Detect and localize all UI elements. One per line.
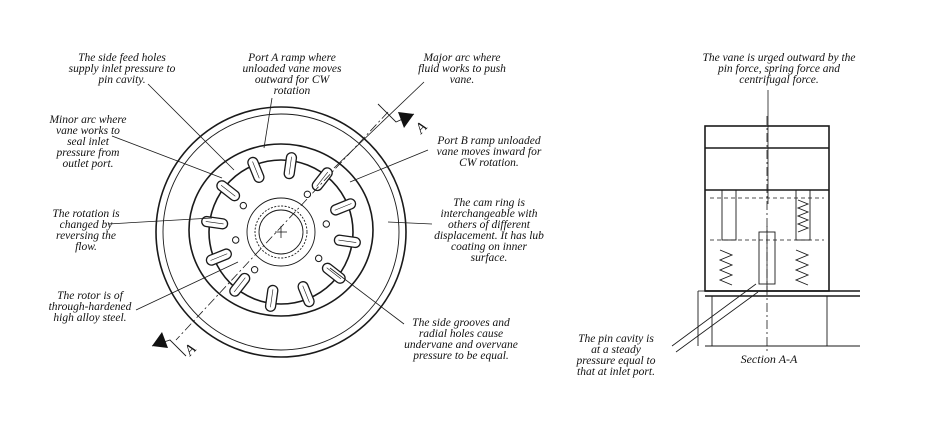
vane — [205, 248, 233, 267]
section-mark-top: A — [412, 119, 431, 138]
label-port-a-ramp: Port A ramp where unloaded vane moves outward for CW rotation — [242, 52, 342, 97]
radial-hole — [315, 255, 321, 261]
label-pin-cavity: The pin cavity is at a steady pressure equal to that at inlet port. — [576, 333, 656, 378]
rotor — [209, 160, 353, 304]
vane — [329, 197, 357, 216]
vane — [334, 235, 361, 249]
label-vane-urged: The vane is urged outward by the pin force, spring force and centrifugal force. — [702, 52, 856, 86]
radial-hole — [323, 221, 329, 227]
label-port-b-ramp: Port B ramp unloaded vane moves inward for CW rotation. — [436, 135, 542, 169]
label-cam-ring: The cam ring is interchangeable with others of different displacement. It has lub coating on inner surface. — [434, 197, 544, 264]
label-minor-arc: Minor arc where vane works to seal inlet pressure from outlet port. — [49, 114, 127, 170]
label-rotation: The rotation is changed by reversing the flow. — [52, 208, 120, 253]
section-arrow-top — [378, 104, 414, 128]
label-side-grooves: The side grooves and radial holes cause undervane and overvane pressure to be equal. — [404, 317, 518, 362]
label-rotor: The rotor is of through-hardened high alloy steel. — [48, 290, 132, 324]
section-mark-bottom: A — [181, 341, 200, 360]
vane — [246, 156, 265, 184]
vane — [297, 280, 316, 308]
radial-hole — [251, 266, 257, 272]
section-view — [698, 116, 860, 352]
label-major-arc: Major arc where fluid works to push vane. — [418, 52, 506, 86]
vane — [265, 285, 279, 312]
label-section-a-a: Section A-A — [740, 352, 798, 366]
vane — [284, 152, 298, 179]
label-side-feed-holes: The side feed holes supply inlet pressure to pin cavity. — [68, 52, 176, 86]
vane — [201, 216, 228, 230]
section-arrow-bottom — [152, 332, 186, 356]
radial-hole — [232, 237, 238, 243]
leader-pin-cavity — [672, 284, 756, 346]
radial-hole — [240, 202, 246, 208]
leader-pin-cavity-2 — [676, 292, 758, 352]
